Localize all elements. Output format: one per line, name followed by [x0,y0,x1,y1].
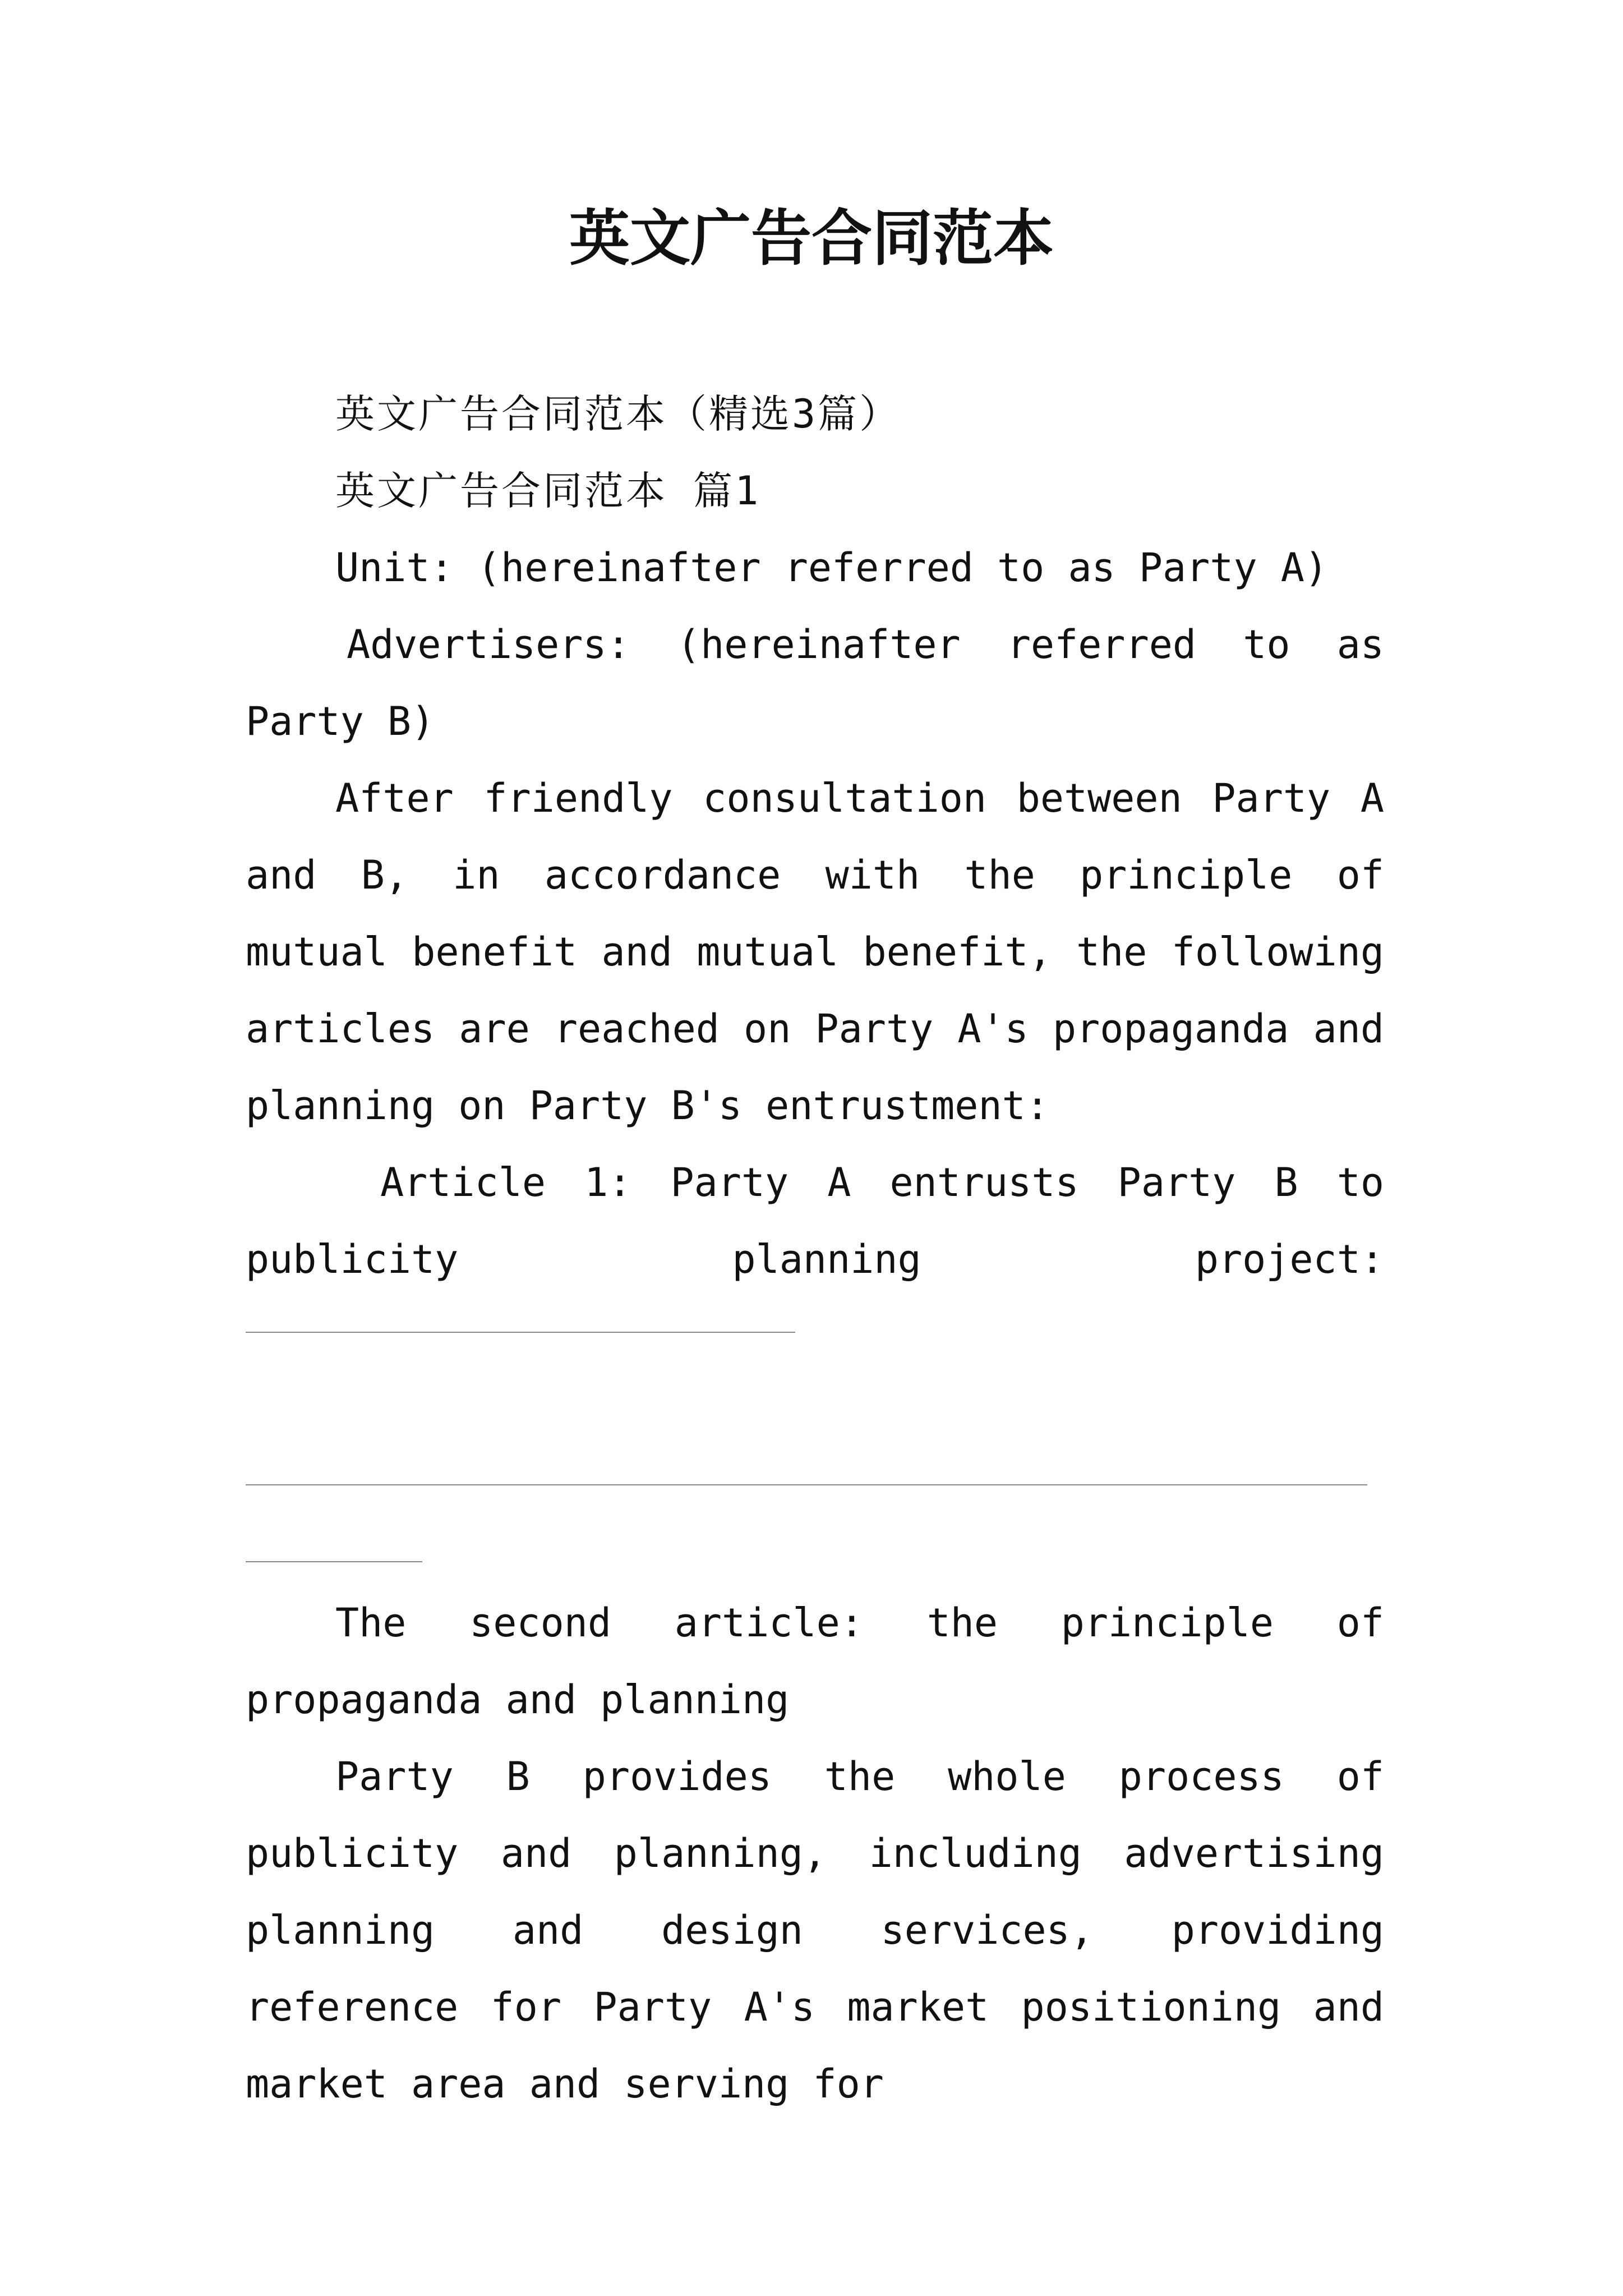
party-a-line: Unit: (hereinafter referred to as Party A) [335,545,1329,591]
preamble-paragraph: After friendly consultation between Party A and B, in accordance with the principle of mutual benefit and mutual benefit, the following articles are reached on Party A's propaganda and planning on Party B's entrustment: [246,775,1384,1129]
article-2-paragraph: Party B provides the whole process of publicity and planning, including advertising planning and design services, providing reference for Party A's market positioning and market area and serving for [246,1754,1384,2107]
section-heading: 英文广告合同范本 篇1 [335,468,761,514]
article-2-heading: The second article: the principle of propaganda and planning [246,1600,1384,1723]
party-b-line: Advertisers: (hereinafter referred to as Party B) [246,622,1384,744]
fill-in-line [246,1332,795,1333]
collection-heading: 英文广告合同范本（精选3篇） [335,391,901,437]
document-title: 英文广告合同范本 [569,203,1054,274]
document-body [246,376,1384,2123]
article-1-paragraph: Article 1: Party A entrusts Party B to publicity planning project: [246,1159,1384,1282]
fill-in-line [246,1484,1367,1485]
fill-in-line [246,1561,422,1562]
